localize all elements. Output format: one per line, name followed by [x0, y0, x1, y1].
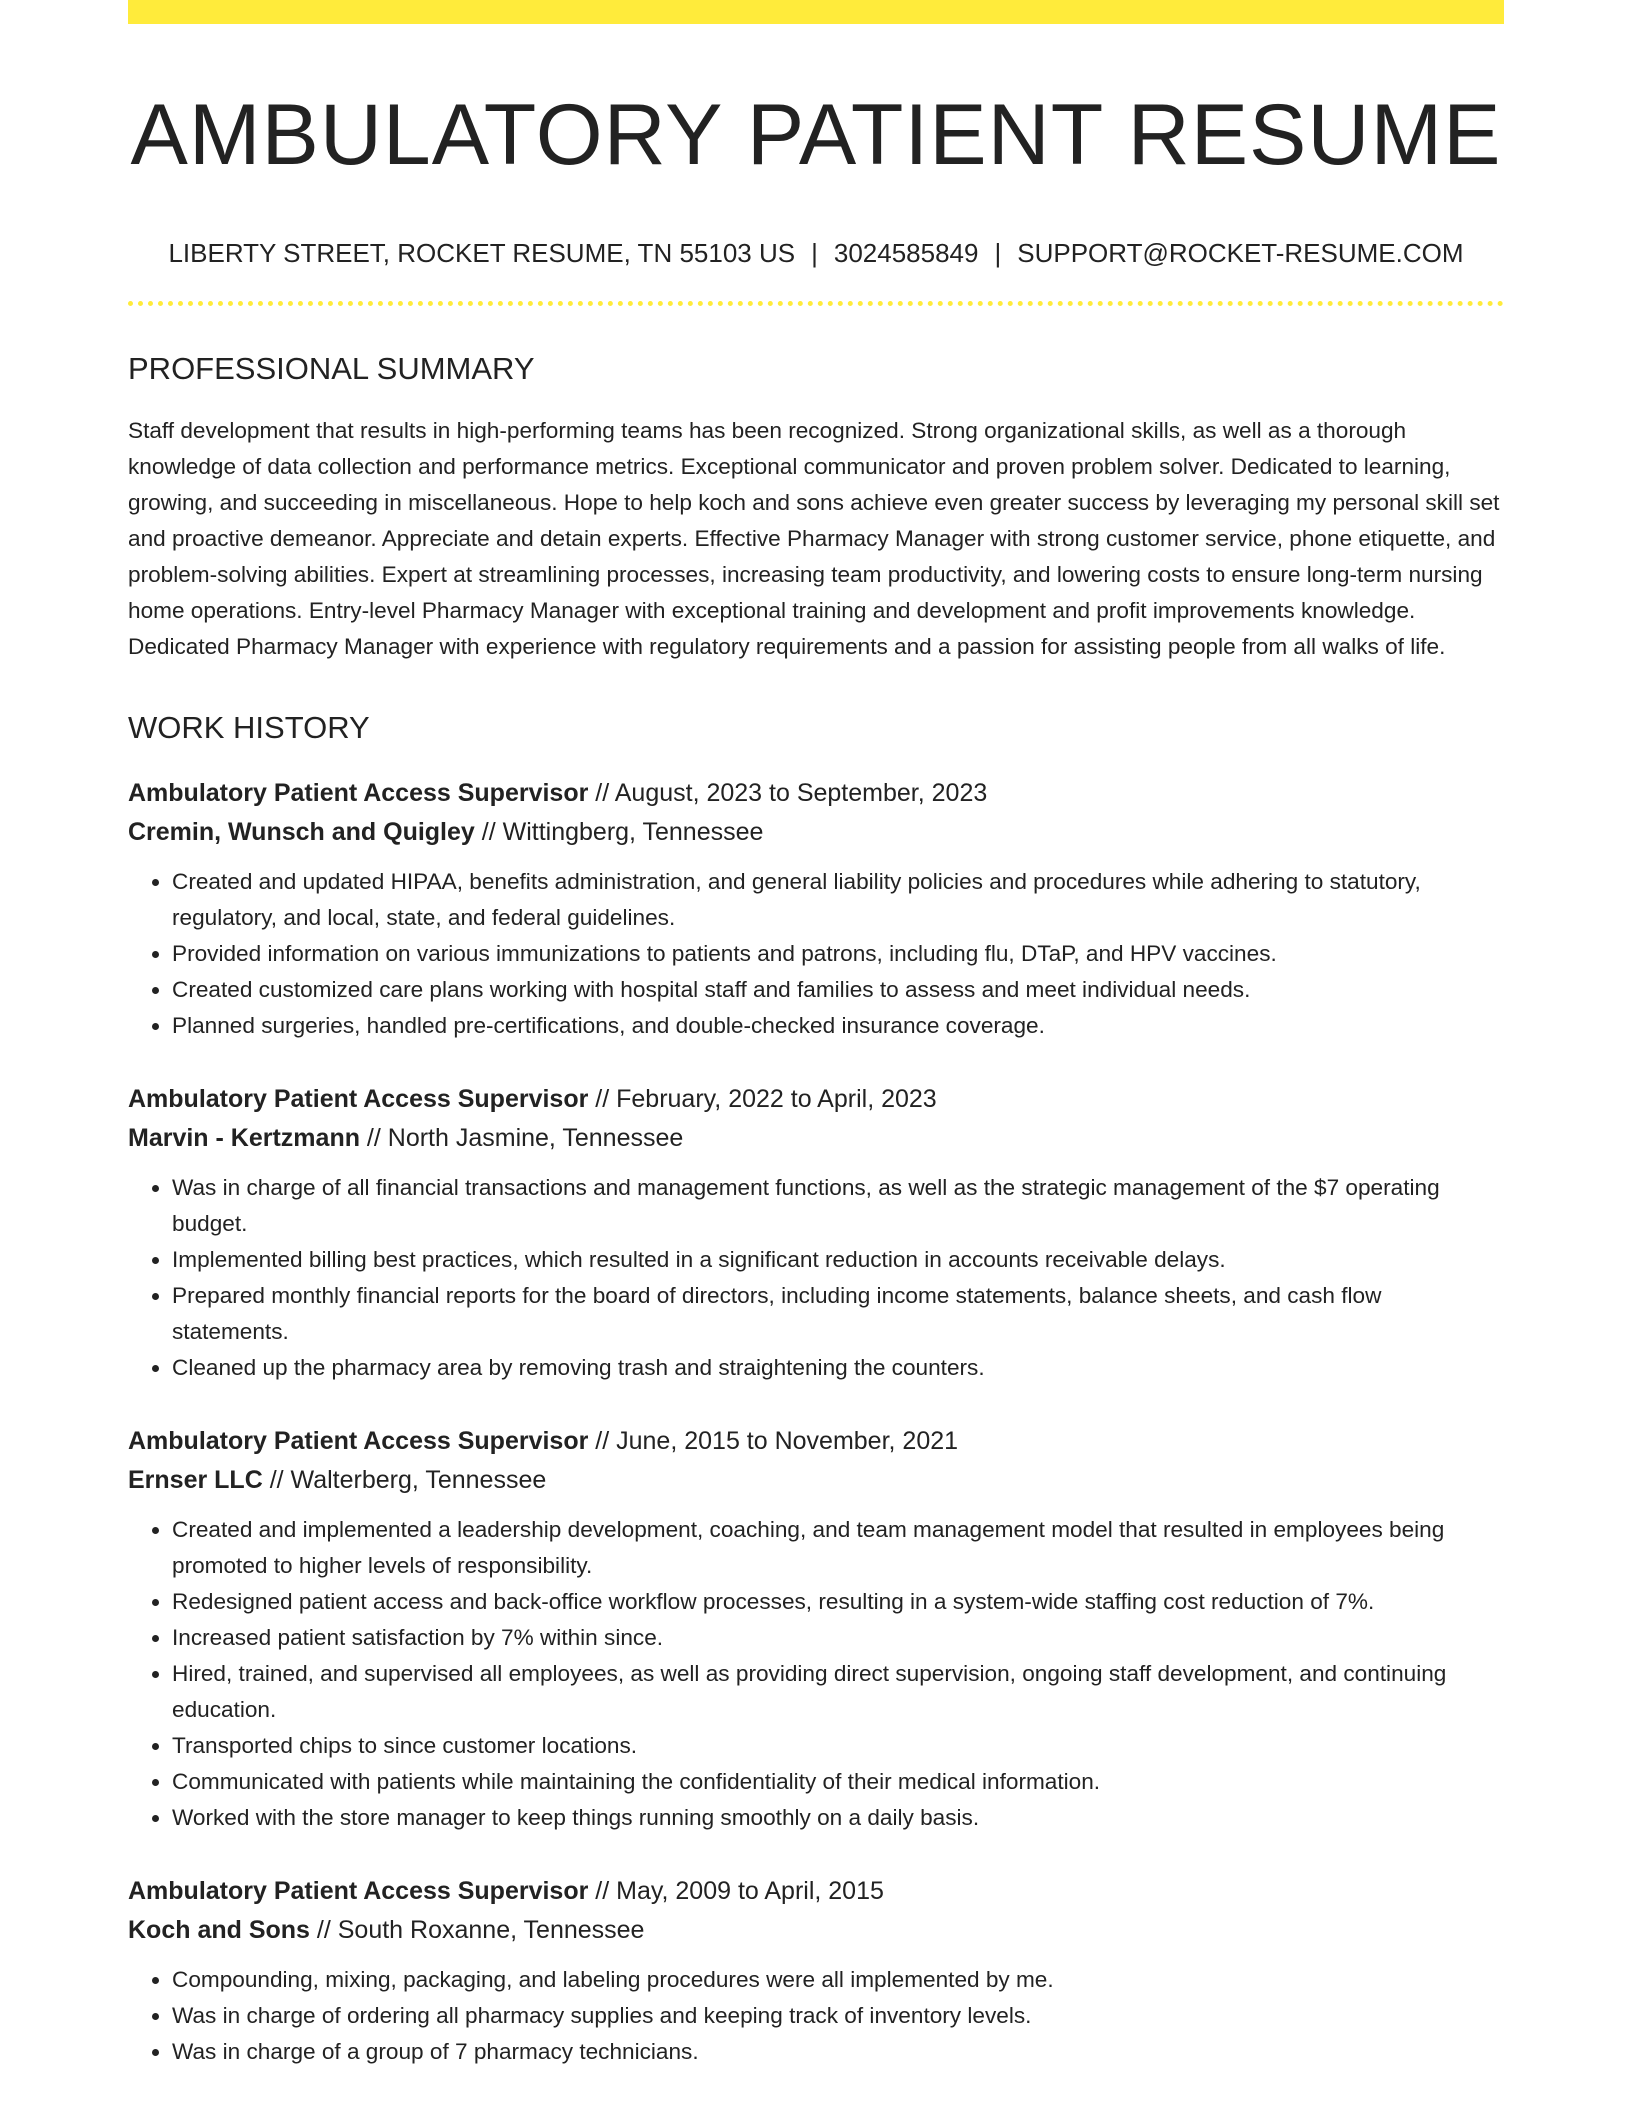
job-bullets: [128, 864, 1504, 1044]
job-bullets: [128, 1170, 1504, 1386]
job-bullet: • Was in charge of ordering all pharmacy supplies and keeping track of inventory levels.: [172, 1998, 1504, 2034]
job-dates: // May, 2009 to April, 2015: [588, 1877, 884, 1906]
job-company: Cremin, Wunsch and Quigley: [128, 818, 475, 847]
job-role: Ambulatory Patient Access Supervisor: [128, 1085, 589, 1114]
job-location: // North Jasmine, Tennessee: [359, 1124, 684, 1153]
job-role: Ambulatory Patient Access Supervisor: [128, 779, 589, 808]
job-bullet: • Increased patient satisfaction by 7% within since.: [172, 1620, 1504, 1656]
contact-email: SUPPORT@ROCKET-RESUME.COM: [1017, 238, 1464, 269]
job-bullet: • Redesigned patient access and back-office workflow processes, resulting in a system-wide staffing cost reduction of 7%.: [172, 1584, 1504, 1620]
job-location: // Walterberg, Tennessee: [262, 1466, 547, 1495]
contact-separator: |: [994, 238, 1002, 269]
job-title-line: [128, 1422, 1504, 1461]
top-accent-bar: [128, 0, 1504, 24]
job-bullet: • Provided information on various immunizations to patients and patrons, including flu, DTaP, and HPV vaccines.: [172, 936, 1504, 972]
job-bullets: [128, 1512, 1504, 1836]
job-company: Ernser LLC: [128, 1466, 263, 1495]
job-bullet: • Cleaned up the pharmacy area by removing trash and straightening the counters.: [172, 1350, 1504, 1386]
job-location: // Wittingberg, Tennessee: [474, 818, 764, 847]
job-company-line: [128, 813, 1504, 852]
job-company-line: [128, 1911, 1504, 1950]
job-company-line: [128, 1119, 1504, 1158]
job-role: Ambulatory Patient Access Supervisor: [128, 1877, 589, 1906]
job-bullet: • Created and implemented a leadership development, coaching, and team management model that resulted in employees being promoted to higher levels of responsibility.: [172, 1512, 1504, 1584]
job-bullet: • Prepared monthly financial reports for the board of directors, including income statements, balance sheets, and cash flow statements.: [172, 1278, 1504, 1350]
job-title-line: [128, 774, 1504, 813]
job-dates: // February, 2022 to April, 2023: [588, 1085, 937, 1114]
job-dates: // June, 2015 to November, 2021: [588, 1427, 959, 1456]
job-bullet: • Implemented billing best practices, which resulted in a significant reduction in accounts receivable delays.: [172, 1242, 1504, 1278]
job-title-line: [128, 1872, 1504, 1911]
job-bullets: [128, 1962, 1504, 2070]
work-history-heading: WORK HISTORY: [128, 710, 370, 746]
job-location: // South Roxanne, Tennessee: [309, 1916, 645, 1945]
resume-page: [128, 0, 1504, 2070]
job-bullet: • Created and updated HIPAA, benefits administration, and general liability policies and procedures while adhering to statutory, regulatory, and local, state, and federal guidelines.: [172, 864, 1504, 936]
resume-title: AMBULATORY PATIENT RESUME: [130, 87, 1502, 183]
summary-heading: PROFESSIONAL SUMMARY: [128, 350, 535, 386]
job-dates: // August, 2023 to September, 2023: [588, 779, 988, 808]
dotted-divider: [128, 301, 1504, 306]
job-bullet: • Created customized care plans working with hospital staff and families to assess and meet individual needs.: [172, 972, 1504, 1008]
job-bullet: • Compounding, mixing, packaging, and labeling procedures were all implemented by me.: [172, 1962, 1504, 1998]
job-bullet: • Transported chips to since customer locations.: [172, 1728, 1504, 1764]
job-company: Marvin - Kertzmann: [128, 1124, 360, 1153]
job-title-line: [128, 1080, 1504, 1119]
job-entry: [128, 1080, 1504, 1386]
job-bullet: • Planned surgeries, handled pre-certifications, and double-checked insurance coverage.: [172, 1008, 1504, 1044]
job-entry: [128, 774, 1504, 1044]
job-company-line: [128, 1461, 1504, 1500]
job-entry: [128, 1422, 1504, 1836]
job-bullet: • Was in charge of all financial transactions and management functions, as well as the strategic management of the $7 operating budget.: [172, 1170, 1504, 1242]
contact-separator: |: [811, 238, 818, 269]
contact-line: [128, 237, 1504, 271]
job-bullet: • Was in charge of a group of 7 pharmacy technicians.: [172, 2034, 1504, 2070]
contact-address: LIBERTY STREET, ROCKET RESUME, TN 55103 US: [168, 238, 796, 269]
job-role: Ambulatory Patient Access Supervisor: [128, 1427, 589, 1456]
job-bullet: • Worked with the store manager to keep things running smoothly on a daily basis.: [172, 1800, 1504, 1836]
job-company: Koch and Sons: [128, 1916, 310, 1945]
contact-phone: 3024585849: [833, 238, 979, 269]
job-entry: [128, 1872, 1504, 2070]
job-bullet: • Hired, trained, and supervised all employees, as well as providing direct supervision, ongoing staff development, and continuing education.: [172, 1656, 1504, 1728]
summary-text: Staff development that results in high-performing teams has been recognized. Strong organizational skills, as well as a thorough knowledge of data collection and performance metrics. Exceptional communicator and proven problem solver. Dedicated to learning, growing, and succeeding in miscellaneous. Hope to help koch and sons achieve even greater success by leveraging my personal skill set and proactive demeanor. Appreciate and detain experts. Effective Pharmacy Manager with strong customer service, phone etiquette, and problem-solving abilities. Expert at streamlining processes, increasing team productivity, and lowering costs to ensure long-term nursing home operations. Entry-level Pharmacy Manager with exceptional training and development and profit improvements knowledge. Dedicated Pharmacy Manager with experience with regulatory requirements and a passion for assisting people from all walks of life.: [128, 418, 1500, 660]
job-bullet: • Communicated with patients while maintaining the confidentiality of their medical information.: [172, 1764, 1504, 1800]
